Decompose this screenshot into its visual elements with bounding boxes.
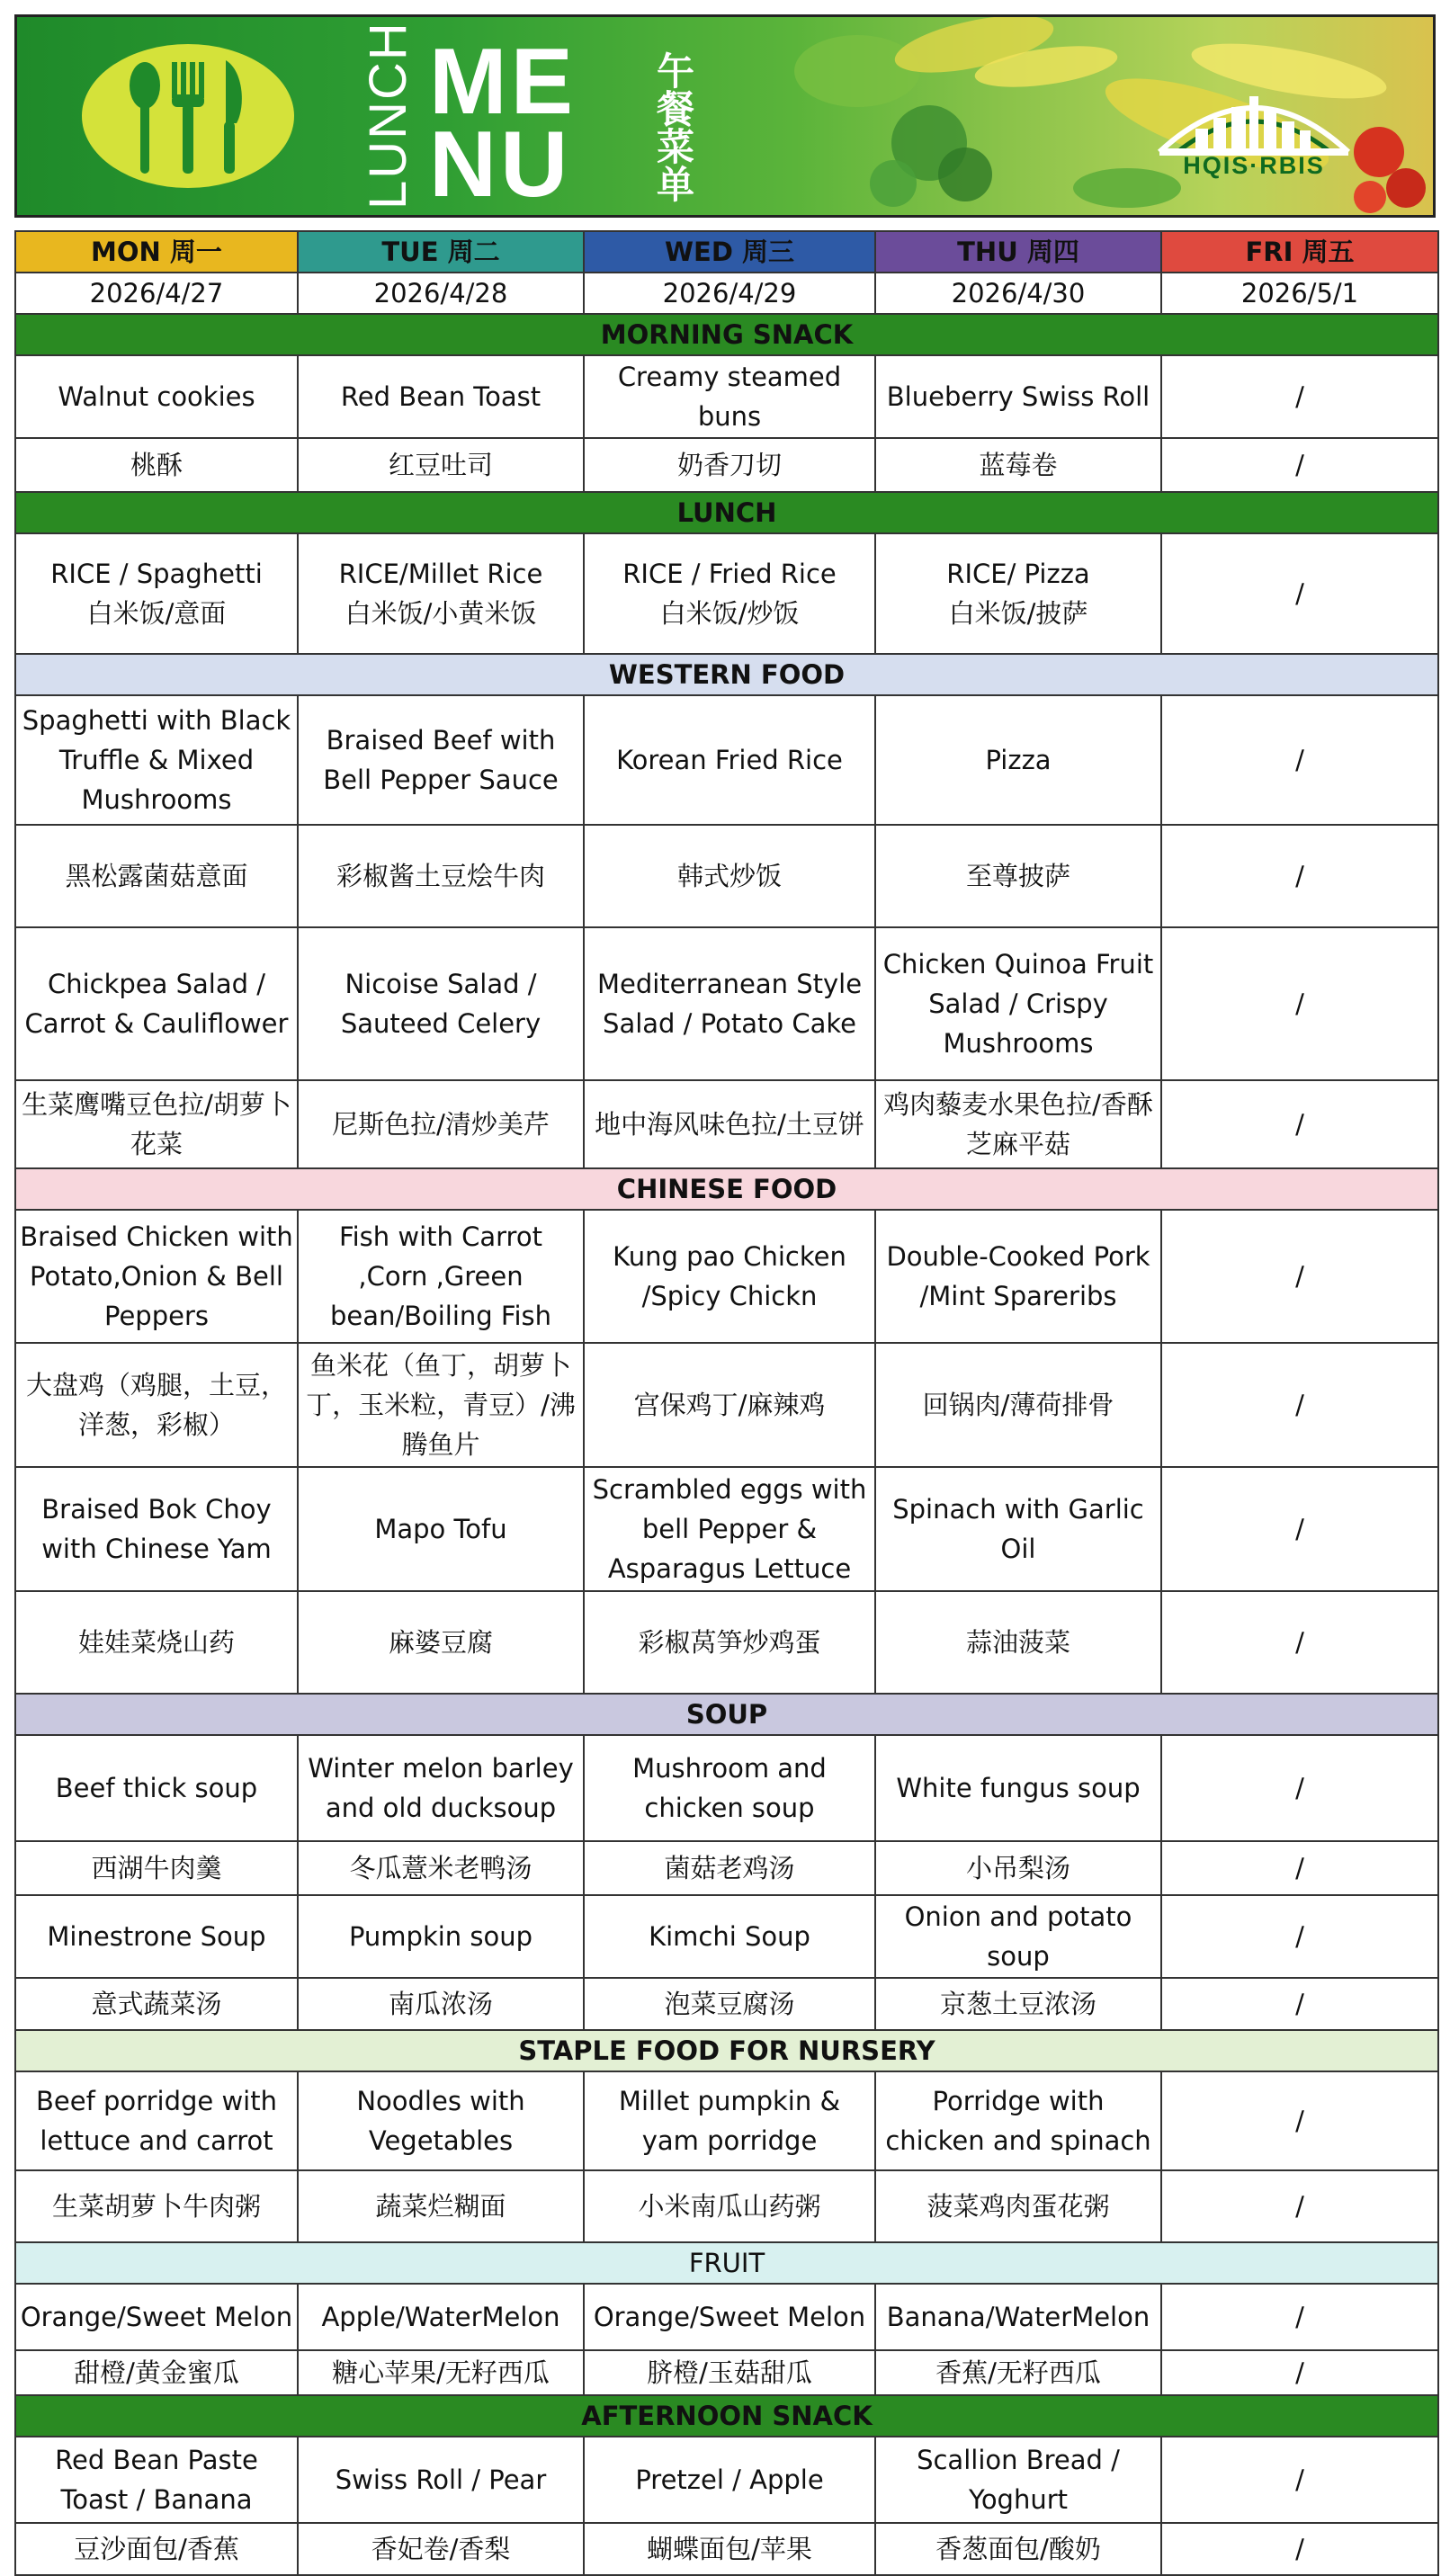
menu-cell	[298, 533, 584, 654]
menu-cell: 西湖牛肉羹	[15, 1841, 298, 1895]
date-cell: 2026/4/29	[584, 273, 875, 314]
date-cell: 2026/5/1	[1161, 273, 1438, 314]
menu-cell: 彩椒莴笋炒鸡蛋	[584, 1591, 875, 1694]
menu-cell: Apple/WaterMelon	[298, 2284, 584, 2350]
section-fruit	[15, 2242, 1438, 2284]
menu-cell: White fungus soup	[875, 1735, 1161, 1841]
menu-cell: Nicoise Salad / Sauteed Celery	[298, 927, 584, 1080]
menu-cell: Winter melon barley and old ducksoup	[298, 1735, 584, 1841]
menu-cell: 黑松露菌菇意面	[15, 825, 298, 927]
menu-cell: 红豆吐司	[298, 438, 584, 492]
school-name: HQIS·RBIS	[1183, 152, 1325, 179]
menu-cell: 香葱面包/酸奶	[875, 2523, 1161, 2575]
menu-cell: Double-Cooked Pork /Mint Spareribs	[875, 1210, 1161, 1343]
menu-cell: 桃酥	[15, 438, 298, 492]
table-row	[15, 533, 1438, 654]
date-cell: 2026/4/27	[15, 273, 298, 314]
menu-cell: /	[1161, 1467, 1438, 1591]
menu-cell	[1161, 533, 1438, 654]
title-menu	[429, 30, 645, 217]
menu-cell: Millet pumpkin & yam porridge	[584, 2071, 875, 2170]
section-title: MORNING SNACK	[15, 314, 1438, 355]
title-menu-line-1: ME	[429, 30, 577, 134]
section-chinese-food	[15, 1168, 1438, 1210]
menu-cell: /	[1161, 2071, 1438, 2170]
menu-cell: Braised Chicken with Potato,Onion & Bell Peppers	[15, 1210, 298, 1343]
section-title: SOUP	[15, 1694, 1438, 1735]
title-chinese-char: 菜	[656, 125, 694, 169]
day-wednesday: WED 周三	[584, 231, 875, 273]
table-row	[15, 1591, 1438, 1694]
menu-cell: 豆沙面包/香蕉	[15, 2523, 298, 2575]
knife-icon	[224, 60, 242, 174]
menu-cell: 意式蔬菜汤	[15, 1978, 298, 2030]
menu-cell: Walnut cookies	[15, 355, 298, 438]
menu-cell: Swiss Roll / Pear	[298, 2437, 584, 2523]
menu-cell: Mediterranean Style Salad / Potato Cake	[584, 927, 875, 1080]
menu-cell: /	[1161, 2170, 1438, 2242]
day-tuesday: TUE 周二	[298, 231, 584, 273]
section-lunch	[15, 492, 1438, 533]
section-title: CHINESE FOOD	[15, 1168, 1438, 1210]
menu-cell: 韩式炒饭	[584, 825, 875, 927]
menu-cell-cn: 白米饭/小黄米饭	[345, 598, 537, 629]
table-row	[15, 927, 1438, 1080]
menu-cell: Red Bean Toast	[298, 355, 584, 438]
menu-cell: 京葱土豆浓汤	[875, 1978, 1161, 2030]
day-thursday: THU 周四	[875, 231, 1161, 273]
section-afternoon-snack	[15, 2395, 1438, 2437]
table-row	[15, 1735, 1438, 1841]
menu-cell: Scallion Bread / Yoghurt	[875, 2437, 1161, 2523]
menu-cell-cn: 白米饭/炒饭	[659, 598, 800, 629]
menu-cell: Mapo Tofu	[298, 1467, 584, 1591]
table-row	[15, 825, 1438, 927]
menu-cell: 菠菜鸡肉蛋花粥	[875, 2170, 1161, 2242]
table-row	[15, 438, 1438, 492]
menu-cell: Pizza	[875, 695, 1161, 825]
day-friday: FRI 周五	[1161, 231, 1438, 273]
menu-cell: 尼斯色拉/清炒美芹	[298, 1080, 584, 1168]
menu-cell: 糖心苹果/无籽西瓜	[298, 2350, 584, 2395]
section-soup	[15, 1694, 1438, 1735]
menu-cell: 香妃卷/香梨	[298, 2523, 584, 2575]
section-title: AFTERNOON SNACK	[15, 2395, 1438, 2437]
table-row	[15, 2350, 1438, 2395]
menu-cell: Chickpea Salad / Carrot & Cauliflower	[15, 927, 298, 1080]
menu-cell	[875, 533, 1161, 654]
menu-cell: /	[1161, 2523, 1438, 2575]
menu-cell: 菌菇老鸡汤	[584, 1841, 875, 1895]
title-lunch: LUNCH	[359, 21, 417, 210]
table-row	[15, 355, 1438, 438]
menu-cell: /	[1161, 1978, 1438, 2030]
date-cell: 2026/4/30	[875, 273, 1161, 314]
menu-cell: 大盘鸡（鸡腿，土豆，洋葱，彩椒）	[15, 1343, 298, 1467]
menu-cell: Korean Fried Rice	[584, 695, 875, 825]
title-chinese-char: 午	[656, 49, 694, 94]
menu-cell: 蒜油菠菜	[875, 1591, 1161, 1694]
menu-cell: Blueberry Swiss Roll	[875, 355, 1161, 438]
section-western-food	[15, 654, 1438, 695]
menu-cell: /	[1161, 2350, 1438, 2395]
table-row	[15, 2437, 1438, 2523]
menu-cell: 蔬菜烂糊面	[298, 2170, 584, 2242]
menu-cell: Kimchi Soup	[584, 1895, 875, 1978]
menu-cell-en: RICE/Millet Rice	[338, 559, 543, 589]
menu-cell: 鸡肉藜麦水果色拉/香酥芝麻平菇	[875, 1080, 1161, 1168]
menu-cell: Spaghetti with Black Truffle & Mixed Mushrooms	[15, 695, 298, 825]
menu-cell: 小吊梨汤	[875, 1841, 1161, 1895]
table-row	[15, 1895, 1438, 1978]
menu-cell: Pumpkin soup	[298, 1895, 584, 1978]
menu-cell: Orange/Sweet Melon	[15, 2284, 298, 2350]
menu-cell: /	[1161, 927, 1438, 1080]
menu-cell: Beef thick soup	[15, 1735, 298, 1841]
title-chinese	[650, 49, 701, 207]
table-row	[15, 2284, 1438, 2350]
date-row	[15, 273, 1438, 314]
title-chinese-char: 餐	[656, 87, 694, 131]
menu-cell: Scrambled eggs with bell Pepper & Asparagus Lettuce	[584, 1467, 875, 1591]
menu-cell: 冬瓜薏米老鸭汤	[298, 1841, 584, 1895]
menu-cell-en: RICE / Spaghetti	[50, 559, 263, 589]
menu-cell-cn: 白米饭/披萨	[948, 598, 1088, 629]
section-morning-snack	[15, 314, 1438, 355]
menu-cell: 鱼米花（鱼丁，胡萝卜丁，玉米粒，青豆）/沸腾鱼片	[298, 1343, 584, 1467]
table-row	[15, 1210, 1438, 1343]
menu-cell	[584, 533, 875, 654]
menu-cell: 蝴蝶面包/苹果	[584, 2523, 875, 2575]
menu-cell: /	[1161, 1343, 1438, 1467]
table-row	[15, 695, 1438, 825]
menu-cell: 生菜鹰嘴豆色拉/胡萝卜花菜	[15, 1080, 298, 1168]
day-monday: MON 周一	[15, 231, 298, 273]
menu-cell: 蓝莓卷	[875, 438, 1161, 492]
menu-cell: 泡菜豆腐汤	[584, 1978, 875, 2030]
menu-cell: 回锅肉/薄荷排骨	[875, 1343, 1161, 1467]
menu-cell: Braised Bok Choy with Chinese Yam	[15, 1467, 298, 1591]
menu-cell: Mushroom and chicken soup	[584, 1735, 875, 1841]
table-row	[15, 1343, 1438, 1467]
menu-cell: Kung pao Chicken /Spicy Chickn	[584, 1210, 875, 1343]
menu-cell: Spinach with Garlic Oil	[875, 1467, 1161, 1591]
menu-cell: /	[1161, 695, 1438, 825]
table-row	[15, 2071, 1438, 2170]
menu-cell: 生菜胡萝卜牛肉粥	[15, 2170, 298, 2242]
table-row	[15, 2170, 1438, 2242]
menu-cell: Fish with Carrot ,Corn ,Green bean/Boiling Fish	[298, 1210, 584, 1343]
day-header-row	[15, 231, 1438, 273]
title-menu-line-2: NU	[429, 112, 572, 217]
menu-cell: Beef porridge with lettuce and carrot	[15, 2071, 298, 2170]
menu-cell: /	[1161, 1591, 1438, 1694]
section-title: STAPLE FOOD FOR NURSERY	[15, 2030, 1438, 2071]
menu-cell: 宫保鸡丁/麻辣鸡	[584, 1343, 875, 1467]
menu-cell: Braised Beef with Bell Pepper Sauce	[298, 695, 584, 825]
menu-cell: Porridge with chicken and spinach	[875, 2071, 1161, 2170]
menu-cell: Chicken Quinoa Fruit Salad / Crispy Mushrooms	[875, 927, 1161, 1080]
menu-cell: /	[1161, 1841, 1438, 1895]
menu-cell: 至尊披萨	[875, 825, 1161, 927]
section-title: FRUIT	[15, 2242, 1438, 2284]
menu-cell: /	[1161, 825, 1438, 927]
menu-cell: /	[1161, 2284, 1438, 2350]
menu-cell	[15, 533, 298, 654]
menu-cell: Banana/WaterMelon	[875, 2284, 1161, 2350]
table-row	[15, 1080, 1438, 1168]
table-row	[15, 1978, 1438, 2030]
menu-cell: 脐橙/玉菇甜瓜	[584, 2350, 875, 2395]
menu-cell: 小米南瓜山药粥	[584, 2170, 875, 2242]
menu-cell: Orange/Sweet Melon	[584, 2284, 875, 2350]
table-row	[15, 1841, 1438, 1895]
section-nursery	[15, 2030, 1438, 2071]
spoon-icon	[130, 62, 160, 174]
cutlery-logo	[82, 44, 294, 188]
menu-cell: 甜橙/黄金蜜瓜	[15, 2350, 298, 2395]
menu-cell-cn: 白米饭/意面	[86, 598, 227, 629]
section-title: WESTERN FOOD	[15, 654, 1438, 695]
menu-cell: /	[1161, 2437, 1438, 2523]
menu-cell: /	[1161, 1080, 1438, 1168]
menu-cell-en: /	[1295, 578, 1304, 609]
menu-cell: /	[1161, 355, 1438, 438]
menu-cell: Noodles with Vegetables	[298, 2071, 584, 2170]
menu-cell: 地中海风味色拉/土豆饼	[584, 1080, 875, 1168]
menu-cell: 南瓜浓汤	[298, 1978, 584, 2030]
menu-cell: 彩椒酱土豆烩牛肉	[298, 825, 584, 927]
menu-cell: /	[1161, 1895, 1438, 1978]
menu-cell: /	[1161, 1735, 1438, 1841]
fork-icon	[172, 62, 204, 174]
menu-cell: Red Bean Paste Toast / Banana	[15, 2437, 298, 2523]
menu-cell-en: RICE/ Pizza	[946, 559, 1090, 589]
menu-cell-en: RICE / Fried Rice	[622, 559, 837, 589]
menu-cell: 奶香刀切	[584, 438, 875, 492]
section-title: LUNCH	[15, 492, 1438, 533]
menu-cell: Pretzel / Apple	[584, 2437, 875, 2523]
table-row	[15, 1467, 1438, 1591]
menu-cell: Minestrone Soup	[15, 1895, 298, 1978]
menu-cell: 娃娃菜烧山药	[15, 1591, 298, 1694]
menu-table	[14, 230, 1439, 2576]
menu-cell: 香蕉/无籽西瓜	[875, 2350, 1161, 2395]
menu-banner	[14, 14, 1436, 218]
menu-cell: 麻婆豆腐	[298, 1591, 584, 1694]
menu-cell: /	[1161, 438, 1438, 492]
menu-cell: /	[1161, 1210, 1438, 1343]
menu-cell: Onion and potato soup	[875, 1895, 1161, 1978]
menu-cell: Creamy steamed buns	[584, 355, 875, 438]
date-cell: 2026/4/28	[298, 273, 584, 314]
title-chinese-char: 单	[656, 163, 694, 207]
